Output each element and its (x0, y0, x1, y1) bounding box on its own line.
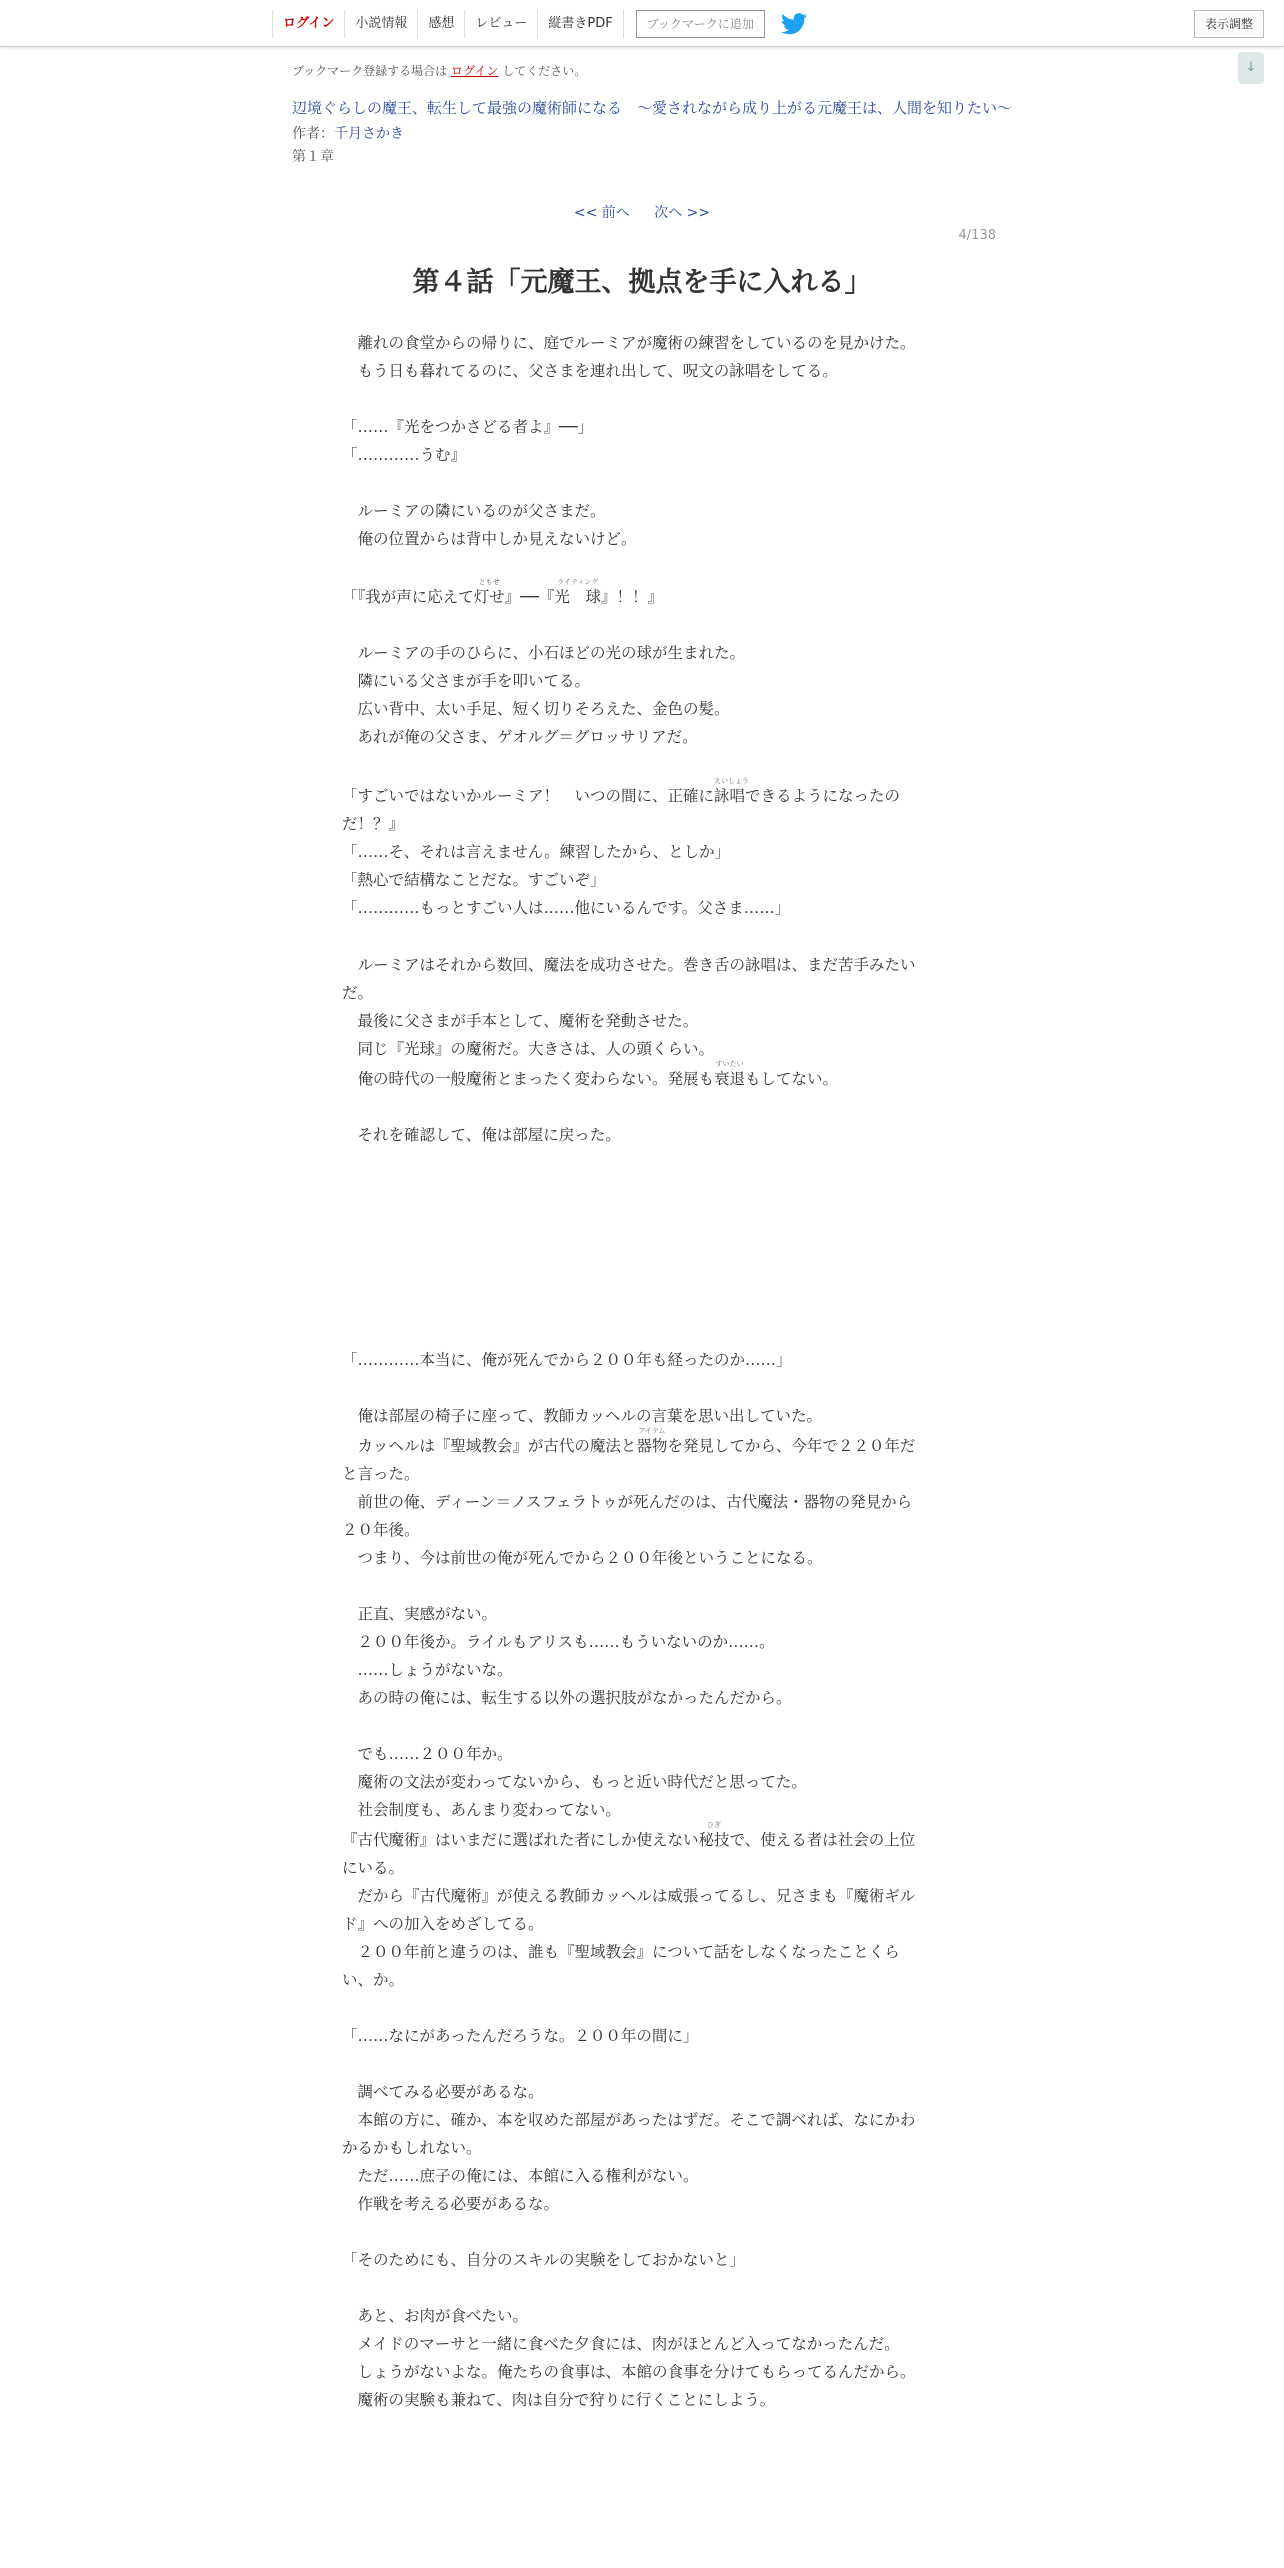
twitter-icon[interactable] (781, 13, 807, 35)
ruby-text: えいしょう (714, 777, 750, 785)
login-link[interactable]: ログイン (272, 10, 344, 38)
body-line: しょうがないよな。俺たちの食事は、本館の食事を分けてもらってるんだから。 (342, 2363, 916, 2381)
body-line: 広い背中、太い手足、短く切りそろえた、金色の髪。 (342, 700, 730, 718)
body-line: つまり、今は前世の俺が死んでから２００年後ということになる。 (342, 1549, 823, 1567)
body-line: だ。 (342, 984, 374, 1002)
body-line: 「……そ、それは言えません。練習したから、としか」 (342, 843, 731, 861)
author-link[interactable]: 千月さかき (334, 126, 404, 142)
body-line: 「……なにがあったんだろうな。２００年の間に」 (342, 2027, 699, 2045)
body-line: 魔術の文法が変わってないから、もっと近い時代だと思ってた。 (342, 1773, 807, 1791)
body-line: 「…………もっとすごい人は……他にいるんです。父さま……」 (342, 899, 791, 917)
body-line: 「…………うむ』 (342, 446, 467, 464)
body-line: 「熱心で結構なことだな。すごいぞ」 (342, 871, 606, 889)
next-page-link[interactable]: 次へ >> (654, 205, 711, 221)
author-label: 作者： (292, 126, 334, 142)
body-line: 「……『光をつかさどる者よ』──」 (342, 418, 594, 436)
impressions-link[interactable]: 感想 (417, 10, 464, 38)
vertical-pdf-link[interactable]: 縦書きPDF (537, 10, 623, 38)
body-line: 俺は部屋の椅子に座って、教師カッヘルの言葉を思い出していた。 (342, 1407, 823, 1425)
body-line: 最後に父さまが手本として、魔術を発動させた。 (342, 1012, 699, 1030)
notice-prefix: ブックマーク登録する場合は (292, 64, 448, 78)
body-line: と言った。 (342, 1465, 420, 1483)
main-nav (272, 10, 807, 38)
body-line: それを確認して、俺は部屋に戻った。 (342, 1126, 621, 1144)
scroll-down-button[interactable]: ↓ (1238, 52, 1264, 84)
body-line: ルーミアの隣にいるのが父さまだ。 (342, 502, 606, 520)
bookmark-notice (292, 62, 586, 79)
body-line: ……しょうがないな。 (342, 1661, 513, 1679)
ruby-text: ともせ (478, 578, 500, 586)
notice-login-link[interactable]: ログイン (451, 64, 499, 78)
body-line: あの時の俺には、転生する以外の選択肢がなかったんだから。 (342, 1689, 792, 1707)
body-line: ド』への加入をめざしてる。 (342, 1915, 544, 1933)
body-line: 俺の位置からは背中しか見えないけど。 (342, 530, 637, 548)
reviews-link[interactable]: レビュー (464, 10, 537, 38)
artifact-line: カッヘルは『聖域教会』が古代の魔法と アイテム 器物を発見してから、今年で２２０年だ (342, 1427, 916, 1455)
body-line: だから『古代魔術』が使える教師カッヘルは威張ってるし、兄さまも『魔術ギル (342, 1887, 916, 1905)
novel-info-link[interactable]: 小説情報 (344, 10, 417, 38)
episode-title: 第４話「元魔王、拠点を手に入れる」 (412, 267, 872, 298)
body-line: 同じ『光球』の魔術だ。大きさは、人の頭くらい。 (342, 1040, 715, 1058)
body-line: 本館の方に、確か、本を収めた部屋があったはずだ。そこで調べれば、なにかわ (342, 2111, 916, 2129)
ruby-text: ライティング (557, 578, 599, 586)
body-line: 隣にいる父さまが手を叩いてる。 (342, 672, 591, 690)
notice-suffix: してください。 (502, 64, 587, 78)
secret-line: 『古代魔術』はいまだに選ばれた者にしか使えない ひぎ 秘技で、使える者は社会の上位 (342, 1821, 916, 1849)
body-line: い、か。 (342, 1971, 405, 1989)
body-line: 作戦を考える必要があるな。 (342, 2195, 560, 2213)
body-line: ２０年後。 (342, 1521, 420, 1539)
author-line (292, 123, 404, 143)
body-line: ルーミアの手のひらに、小石ほどの光の球が生まれた。 (342, 644, 746, 662)
body-line: にいる。 (342, 1859, 405, 1877)
ruby-text: ひぎ (707, 1821, 722, 1829)
body-line: 前世の俺、ディーン＝ノスフェラトゥが死んだのは、古代魔法・器物の発見から (342, 1493, 913, 1511)
chant-line: 「すごいではないかルーミア！ いつの間に、正確に えいしょう 詠唱できるようになったの (342, 777, 901, 805)
spell-line: 「『我が声に応えて ともせ 灯せ』──『 ライティング 光 球』！！』 (342, 578, 663, 606)
body-line: ルーミアはそれから数回、魔法を成功させた。巻き舌の詠唱は、まだ苦手みたい (342, 956, 916, 974)
prev-page-link[interactable]: << 前へ (573, 205, 630, 221)
decline-line: 俺の時代の一般魔術とまったく変わらない。発展も すいたい 衰退もしてない。 (342, 1060, 839, 1088)
pager (0, 202, 1284, 222)
body-line: かるかもしれない。 (342, 2139, 482, 2157)
body-line: ただ……庶子の俺には、本館に入る権利がない。 (342, 2167, 699, 2185)
body-line: 社会制度も、あんまり変わってない。 (342, 1801, 621, 1819)
body-line: でも……２００年か。 (342, 1745, 513, 1763)
body-line: メイドのマーサと一緒に食べた夕食には、肉がほとんど入ってなかったんだ。 (342, 2335, 900, 2353)
body-line: ２００年後か。ライルもアリスも……もういないのか……。 (342, 1633, 775, 1651)
body-line: 「そのためにも、自分のスキルの実験をしておかないと」 (342, 2251, 745, 2269)
ruby-text: すいたい (715, 1060, 744, 1068)
body-line: もう日も暮れてるのに、父さまを連れ出して、呪文の詠唱をしてる。 (342, 362, 838, 380)
body-line: 調べてみる必要があるな。 (342, 2083, 544, 2101)
body-line: 「…………本当に、俺が死んでから２００年も経ったのか……」 (342, 1351, 792, 1369)
body-line: だ！？』 (342, 815, 405, 833)
body-line: 離れの食堂からの帰りに、庭でルーミアが魔術の練習をしているのを見かけた。 (342, 334, 916, 352)
body-line: 正直、実感がない。 (342, 1605, 498, 1623)
body-line: ２００年前と違うのは、誰も『聖域教会』について話をしなくなったことくら (342, 1943, 900, 1961)
chapter-label: 第１章 (292, 149, 334, 165)
body-line: あと、お肉が食べたい。 (342, 2307, 529, 2325)
display-settings-button[interactable]: 表示調整 (1194, 10, 1264, 38)
body-line: 魔術の実験も兼ねて、肉は自分で狩りに行くことにしよう。 (342, 2391, 776, 2409)
top-nav-bar (0, 0, 1284, 47)
page-count: 4/138 (958, 228, 996, 243)
ruby-text: アイテム (638, 1427, 666, 1435)
novel-title-link[interactable]: 辺境ぐらしの魔王、転生して最強の魔術師になる 〜愛されながら成り上がる元魔王は、人間を知りたい〜 (292, 99, 1013, 117)
body-line: あれが俺の父さま、ゲオルグ＝グロッサリアだ。 (342, 728, 698, 746)
add-bookmark-button[interactable]: ブックマークに追加 (636, 10, 765, 38)
